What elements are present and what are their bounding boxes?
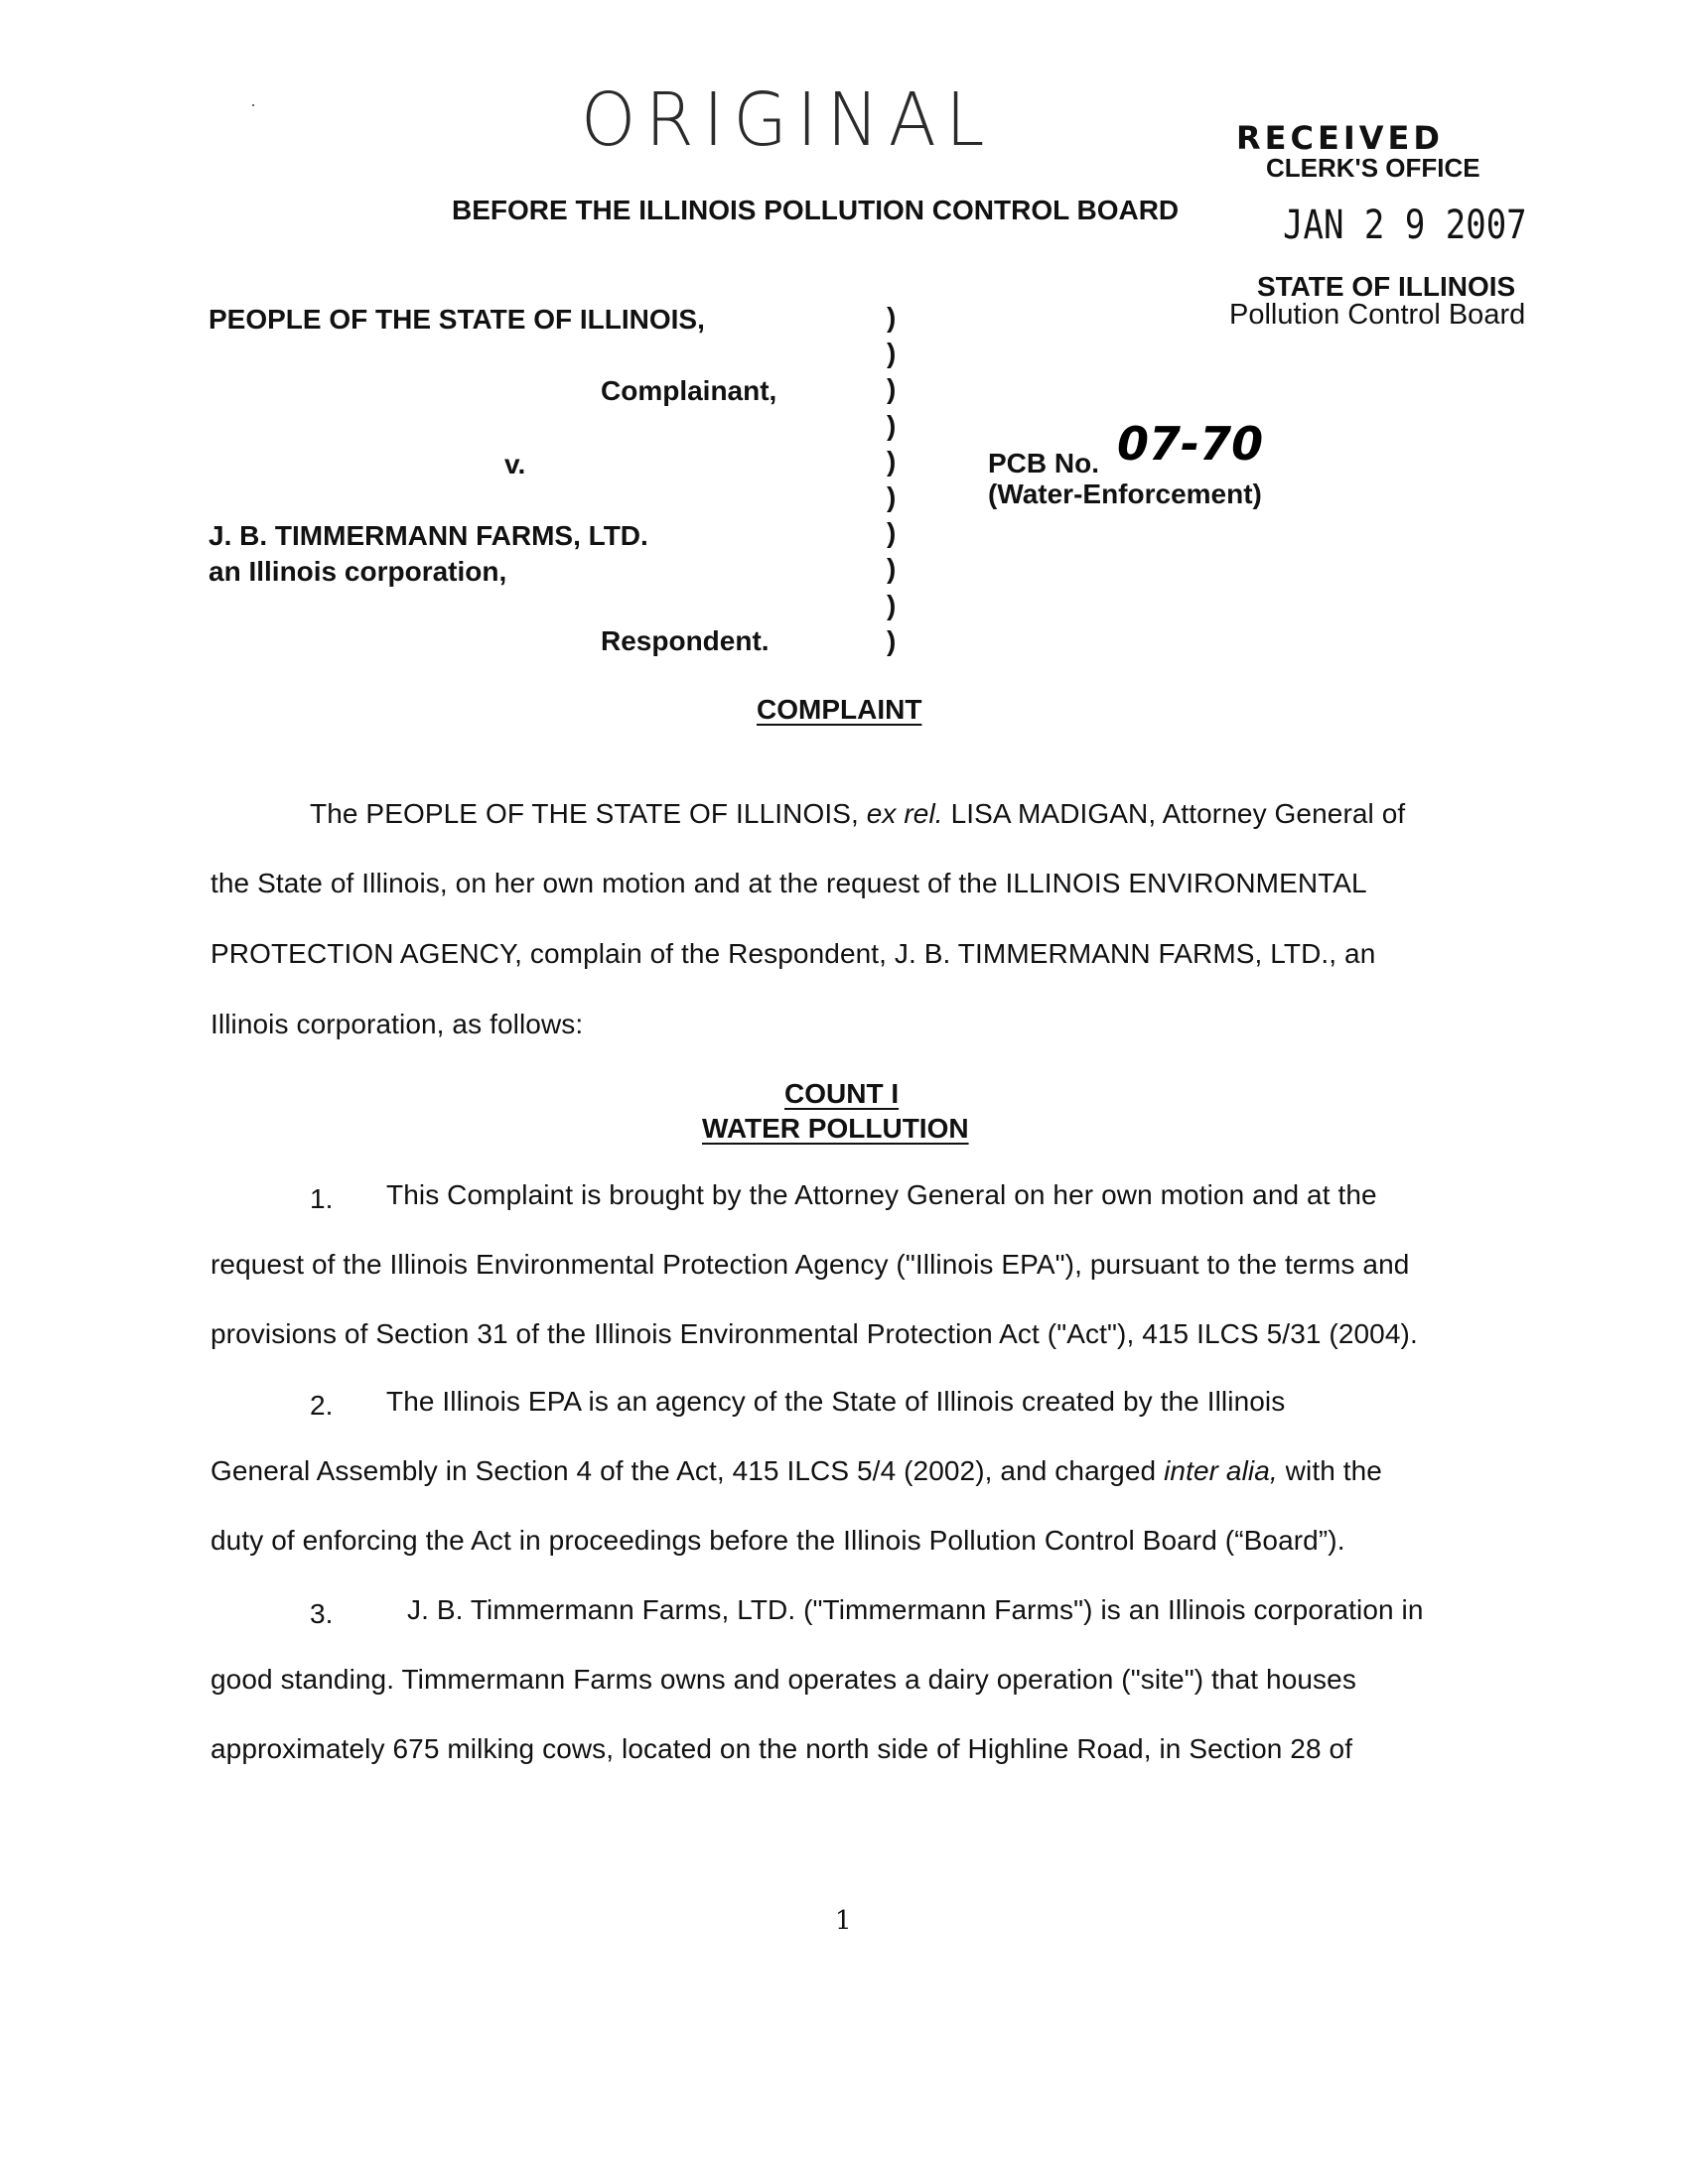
parenthesis: ) xyxy=(887,553,897,585)
respondent-role: Respondent. xyxy=(601,625,770,656)
intro-line-4: Illinois corporation, as follows: xyxy=(210,1009,584,1039)
paragraph-2-line-2-start: General Assembly in Section 4 of the Act, 415 ILCS 5/4 (2002), and charged xyxy=(210,1455,1165,1486)
paragraph-1-line-1: This Complaint is brought by the Attorney General on her own motion and at the xyxy=(386,1179,1377,1210)
paragraph-1-line-3: provisions of Section 31 of the Illinois Environmental Protection Act ("Act"), 415 ILCS 5/31 (2004). xyxy=(210,1318,1418,1349)
intro-line-1-end: LISA MADIGAN, Attorney General of xyxy=(942,798,1406,829)
paragraph-3-line-1: J. B. Timmermann Farms, LTD. ("Timmermann Farms") is an Illinois corporation in xyxy=(407,1594,1424,1625)
parenthesis: ) xyxy=(887,517,897,549)
case-type: (Water-Enforcement) xyxy=(988,478,1262,509)
parenthesis: ) xyxy=(887,373,897,405)
pcb-number-handwritten: 07-70 xyxy=(1117,417,1264,471)
clerk-office-label: CLERK'S OFFICE xyxy=(1266,153,1480,183)
count-subtitle: WATER POLLUTION xyxy=(702,1113,969,1144)
paragraph-2-line-2 xyxy=(210,1455,1382,1487)
intro-line-1-start: The PEOPLE OF THE STATE OF ILLINOIS, xyxy=(310,798,867,829)
caption-parentheses xyxy=(887,300,896,659)
document-title: COMPLAINT xyxy=(757,694,922,725)
parenthesis: ) xyxy=(887,338,897,369)
respondent-name: J. B. TIMMERMANN FARMS, LTD. xyxy=(209,520,648,551)
pcb-number-label: PCB No. xyxy=(988,448,1099,478)
ex-rel: ex rel. xyxy=(866,798,943,829)
count-title: COUNT I xyxy=(784,1078,900,1109)
received-date: JAN 2 9 2007 xyxy=(1283,203,1527,248)
received-label: RECEIVED xyxy=(1236,119,1444,157)
complainant-name: PEOPLE OF THE STATE OF ILLINOIS, xyxy=(209,304,705,335)
board-title: BEFORE THE ILLINOIS POLLUTION CONTROL BOARD xyxy=(452,195,1180,225)
received-stamp xyxy=(1236,119,1534,184)
paragraph-2-line-3: duty of enforcing the Act in proceedings before the Illinois Pollution Control Board (“Board”). xyxy=(210,1525,1345,1556)
parenthesis: ) xyxy=(887,589,897,620)
parenthesis: ) xyxy=(887,481,897,513)
original-stamp: ORIGINAL xyxy=(581,77,994,163)
paragraph-3-line-2: good standing. Timmermann Farms owns and operates a dairy operation ("site") that houses xyxy=(210,1664,1356,1695)
parenthesis: ) xyxy=(887,409,897,441)
paragraph-2-line-1: The Illinois EPA is an agency of the State of Illinois created by the Illinois xyxy=(386,1386,1286,1417)
paragraph-3-line-3: approximately 675 milking cows, located on the north side of Highline Road, in Section 28 of xyxy=(210,1733,1353,1764)
intro-line-3: PROTECTION AGENCY, complain of the Respondent, J. B. TIMMERMANN FARMS, LTD., an xyxy=(210,938,1376,969)
state-of-illinois-label: STATE OF ILLINOIS xyxy=(1256,271,1516,302)
intro-line-2: the State of Illinois, on her own motion and at the request of the ILLINOIS ENVIRONMENTAL xyxy=(210,868,1367,898)
versus: v. xyxy=(504,449,526,479)
parenthesis: ) xyxy=(887,302,897,333)
paragraph-1-number: 1. xyxy=(310,1183,334,1214)
paragraph-2-number: 2. xyxy=(310,1390,334,1421)
paragraph-1-line-2: request of the Illinois Environmental Protection Agency ("Illinois EPA"), pursuant to the terms and xyxy=(210,1249,1410,1280)
parenthesis: ) xyxy=(887,624,897,656)
page-number: 1 xyxy=(835,1906,852,1936)
parenthesis: ) xyxy=(887,445,897,477)
pollution-control-board-label: Pollution Control Board xyxy=(1229,299,1526,331)
board-stamp xyxy=(1229,273,1525,329)
paragraph-3-number: 3. xyxy=(310,1598,334,1629)
paragraph-2-line-2-end: with the xyxy=(1277,1455,1382,1486)
complainant-role: Complainant, xyxy=(601,375,777,406)
scan-speck xyxy=(252,104,254,106)
respondent-description: an Illinois corporation, xyxy=(209,556,507,587)
intro-line-1 xyxy=(310,798,1405,830)
inter-alia: inter alia, xyxy=(1164,1455,1278,1486)
